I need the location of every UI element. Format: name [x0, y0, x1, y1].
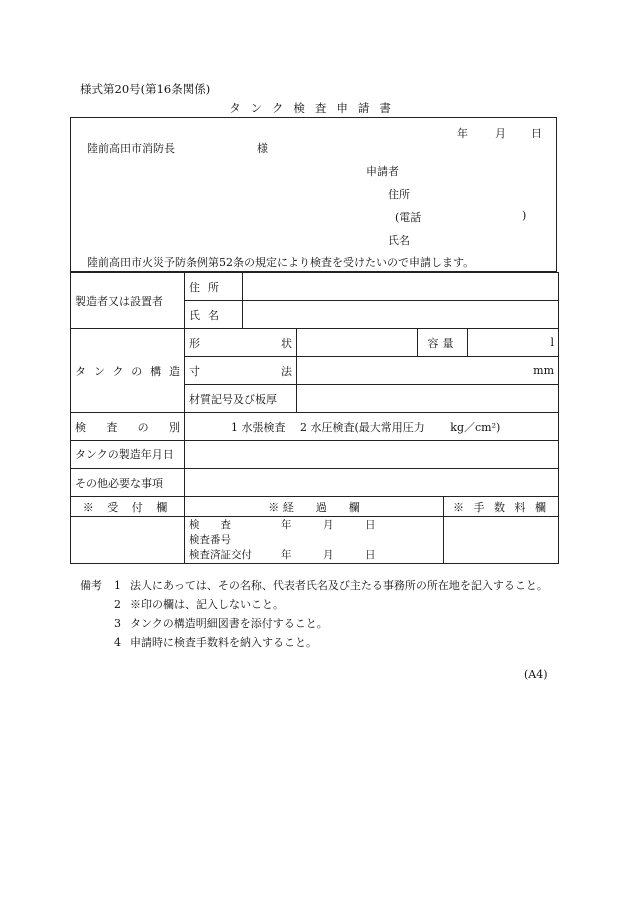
reception-field: [71, 517, 185, 564]
inspection-type-value[interactable]: 1 水張検査 2 水圧検査(最大常用圧力 kg／cm²): [185, 413, 559, 441]
progress-row-month: 月: [323, 519, 334, 531]
material-field[interactable]: [297, 385, 559, 413]
material-label: 材質記号及び板厚: [185, 385, 297, 413]
name-label: 氏名: [388, 234, 410, 247]
progress-header: ※ 経 過 欄: [185, 497, 444, 517]
other-label: その他必要な事項: [71, 469, 185, 497]
honorific: 様: [257, 142, 268, 155]
progress-row-label: 検査番号: [189, 534, 231, 546]
fee-header: ※ 手 数 料 欄: [444, 497, 559, 517]
progress-row-label: 検査済証交付: [189, 549, 252, 561]
date-year: 年: [457, 127, 468, 140]
manufacture-date-label: タンクの製造年月日: [71, 441, 185, 469]
progress-row-year: [281, 533, 323, 547]
note-number: 4: [114, 636, 121, 649]
note-text: ※印の欄は、記入しないこと。: [130, 598, 284, 611]
form-number: 様式第20号(第16条関係): [80, 82, 211, 96]
applicant-section: [70, 117, 557, 272]
progress-row-day: [365, 533, 395, 547]
mf-address-label: 住所: [185, 273, 243, 301]
fee-field: [444, 517, 559, 564]
progress-row-year: 年: [281, 549, 292, 561]
notes-label: 備考: [80, 579, 102, 592]
note-item: [80, 595, 550, 614]
manufacturer-label: 製造者又は設置者: [71, 273, 185, 329]
note-number: 2: [114, 598, 121, 611]
progress-row-year: 年: [281, 519, 292, 531]
capacity-unit: l: [550, 336, 555, 349]
note-text: タンクの構造明細図書を添付すること。: [130, 617, 328, 630]
inspection-type-label: 検査の別: [71, 413, 185, 441]
page-title: タンク検査申請書: [229, 101, 401, 115]
note-item: [80, 576, 550, 595]
progress-row-label: 検 査: [189, 519, 231, 531]
notes-section: [80, 576, 550, 652]
phone-open: (電話: [395, 211, 422, 224]
date-day: 日: [531, 127, 542, 140]
paper-size: (A4): [524, 668, 548, 681]
shape-label: 形状: [185, 329, 297, 357]
progress-row-day: 日: [365, 519, 376, 531]
addressee: 陸前高田市消防長: [87, 142, 175, 155]
manufacture-date-field[interactable]: [185, 441, 559, 469]
progress-row-month: 月: [323, 549, 334, 561]
dimension-label: 寸法: [185, 357, 297, 385]
dimension-field[interactable]: [297, 357, 559, 385]
capacity-label: 容量: [418, 329, 468, 357]
other-field[interactable]: [185, 469, 559, 497]
mf-name-field[interactable]: [243, 301, 559, 329]
mf-name-label: 氏名: [185, 301, 243, 329]
address-label: 住所: [388, 188, 410, 201]
application-statement: 陸前高田市火災予防条例第52条の規定により検査を受けたいので申請します。: [87, 256, 475, 269]
dimension-unit: mm: [533, 364, 555, 377]
phone-close: ): [522, 209, 527, 222]
note-number: 1: [114, 579, 121, 592]
progress-cell: [185, 517, 444, 564]
progress-row-month: [323, 533, 365, 547]
application-table: [70, 272, 559, 564]
note-text: 申請時に検査手数料を納入すること。: [130, 636, 317, 649]
reception-header: ※ 受 付 欄: [71, 497, 185, 517]
structure-label: タンクの構造: [71, 329, 185, 413]
shape-field[interactable]: [297, 329, 418, 357]
note-item: [80, 614, 550, 633]
note-number: 3: [114, 617, 121, 630]
note-text: 法人にあっては、その名称、代表者氏名及び主たる事務所の所在地を記入すること。: [130, 579, 548, 592]
date-month: 月: [495, 127, 506, 140]
mf-address-field[interactable]: [243, 273, 559, 301]
applicant-label: 申請者: [366, 165, 399, 178]
note-item: [80, 633, 550, 652]
capacity-field[interactable]: [468, 329, 559, 357]
progress-row-day: 日: [365, 549, 376, 561]
